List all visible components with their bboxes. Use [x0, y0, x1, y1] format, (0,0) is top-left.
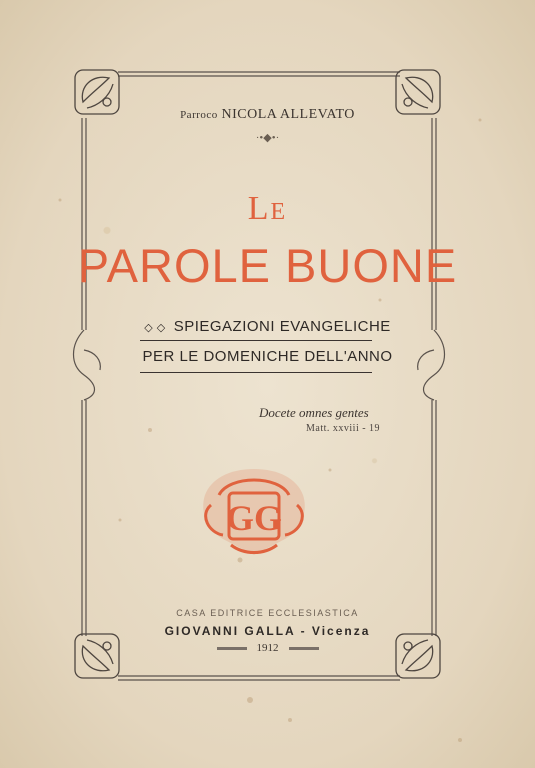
subtitle-line-2: PER LE DOMENICHE DELL'ANNO: [142, 348, 393, 365]
publication-year: 1912: [256, 642, 279, 654]
subtitle-rule-1: [140, 340, 372, 341]
author-line: [0, 106, 535, 123]
epigraph-quote: Docete omnes gentes: [259, 405, 369, 420]
year-dash-left: [217, 647, 247, 650]
divider-ornament: ·•◆•·: [255, 132, 280, 144]
publisher-name: GIOVANNI GALLA - Vicenza: [164, 624, 371, 638]
publication-year-row: [0, 642, 535, 654]
art-nouveau-corner-ornament-icon: [75, 70, 440, 678]
subtitle-marks: ◇ ◇: [144, 322, 166, 334]
main-title: PAROLE BUONE: [77, 239, 458, 292]
subtitle-line-1: [0, 318, 535, 335]
publisher-house: CASA EDITRICE ECCLESIASTICA: [176, 608, 359, 618]
subtitle-text-1: SPIEGAZIONI EVANGELICHE: [173, 318, 391, 335]
epigraph-reference: Matt. xxviii - 19: [306, 423, 381, 434]
author-title: Parroco: [180, 109, 218, 121]
title-article: Le: [247, 190, 288, 227]
monogram-letters: GG: [225, 498, 283, 538]
subtitle-rule-2: [140, 372, 372, 373]
year-dash-right: [289, 647, 319, 650]
author-name: NICOLA ALLEVATO: [221, 107, 355, 122]
publisher-monogram-emblem-icon: [199, 465, 309, 560]
